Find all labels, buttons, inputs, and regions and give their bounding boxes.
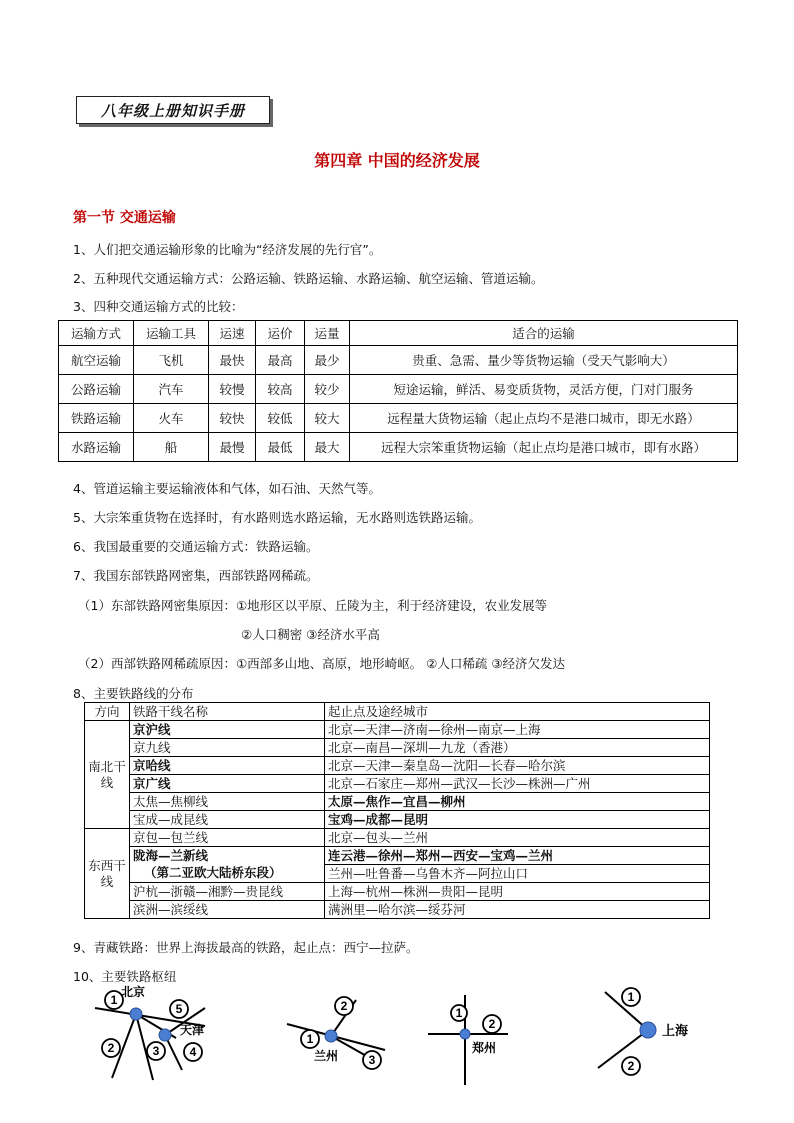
hub-node-lanzhou [325, 1030, 337, 1042]
railway-name: 京九线 [130, 739, 325, 757]
table-cell: 较少 [305, 375, 350, 404]
table-cell: 最高 [256, 346, 305, 375]
railway-route: 宝鸡—成都—昆明 [325, 811, 710, 829]
section-title: 第一节 交通运输 [73, 210, 176, 226]
city-label-lanzhou: 兰州 [314, 1049, 339, 1063]
number-label: 1 [110, 993, 118, 1007]
railway-route: 北京—包头—兰州 [325, 829, 710, 847]
point-7: 7、我国东部铁路网密集，西部铁路网稀疏。 [73, 568, 319, 583]
number-label: 2 [107, 1041, 115, 1055]
table-cell: 火车 [134, 404, 209, 433]
table-cell: 较大 [305, 404, 350, 433]
number-label: 2 [627, 1059, 635, 1073]
table-cell: 贵重、急需、量少等货物运输（受天气影响大） [350, 346, 738, 375]
point-7-reason-east: （1）东部铁路网密集原因：①地形区以平原、丘陵为主，利于经济建设，农业发展等 [78, 598, 548, 613]
header-cell: 适合的运输 [350, 321, 738, 346]
header-cell: 运输工具 [134, 321, 209, 346]
point-6: 6、我国最重要的交通运输方式：铁路运输。 [73, 539, 319, 554]
table-cell: 较高 [256, 375, 305, 404]
header-cell: 运价 [256, 321, 305, 346]
handbook-badge: 八年级上册知识手册 [76, 96, 270, 124]
header-cell: 运输方式 [59, 321, 134, 346]
direction-cell-ew: 东西干线 [85, 829, 130, 919]
point-7-reason-east-cont: ②人口稠密 ③经济水平高 [241, 627, 380, 642]
table-cell: 远程量大货物运输（起止点均不是港口城市，即无水路） [350, 404, 738, 433]
table-cell: 航空运输 [59, 346, 134, 375]
point-4: 4、管道运输主要运输液体和气体，如石油、天然气等。 [73, 481, 381, 496]
city-label-tianjin: 天津 [180, 1023, 205, 1037]
railway-name: 陇海—兰新线 [130, 847, 325, 865]
point-7-reason-west: （2）西部铁路网稀疏原因：①西部多山地、高原，地形崎岖。 ②人口稀疏 ③经济欠发达 [78, 656, 566, 671]
number-label: 1 [306, 1032, 314, 1046]
railway-route: 北京—天津—济南—徐州—南京—上海 [325, 721, 710, 739]
direction-cell-ns: 南北干线 [85, 721, 130, 829]
table-cell: 远程大宗笨重货物运输（起止点均是港口城市，即有水路） [350, 433, 738, 462]
number-label: 3 [368, 1053, 376, 1067]
railway-route: 满洲里—哈尔滨—绥芬河 [325, 901, 710, 919]
table-cell: 短途运输，鲜活、易变质货物，灵活方便，门对门服务 [350, 375, 738, 404]
number-label: 2 [340, 999, 348, 1013]
table-cell: 最大 [305, 433, 350, 462]
railway-route: 上海—杭州—株洲—贵阳—昆明 [325, 883, 710, 901]
railway-name-note: （第二亚欧大陆桥东段） [130, 865, 325, 883]
table-cell: 最慢 [209, 433, 256, 462]
table-cell: 船 [134, 433, 209, 462]
table-cell: 水路运输 [59, 433, 134, 462]
table-cell: 飞机 [134, 346, 209, 375]
chapter-title: 第四章 中国的经济发展 [314, 151, 480, 170]
railway-name: 太焦—焦柳线 [130, 793, 325, 811]
railway-name: 京广线 [130, 775, 325, 793]
header-cell: 铁路干线名称 [130, 703, 325, 721]
point-10: 10、主要铁路枢纽 [73, 969, 177, 984]
railway-route: 北京—石家庄—郑州—武汉—长沙—株洲—广州 [325, 775, 710, 793]
railway-name: 宝成—成昆线 [130, 811, 325, 829]
number-label: 2 [488, 1017, 496, 1031]
railway-name: 京包—包兰线 [130, 829, 325, 847]
header-cell: 起止点及途经城市 [325, 703, 710, 721]
hub-node-tianjin [159, 1029, 171, 1041]
city-label-shanghai: 上海 [662, 1023, 689, 1038]
hub-node-beijing [130, 1008, 142, 1020]
point-3: 3、四种交通运输方式的比较： [73, 299, 244, 314]
number-label: 5 [175, 1002, 183, 1016]
railway-name: 沪杭—浙赣—湘黔—贵昆线 [130, 883, 325, 901]
header-cell: 运量 [305, 321, 350, 346]
point-1: 1、人们把交通运输形象的比喻为“经济发展的先行官”。 [73, 242, 382, 257]
table-cell: 较低 [256, 404, 305, 433]
railway-name: 京沪线 [130, 721, 325, 739]
railway-name: 京哈线 [130, 757, 325, 775]
table-cell: 公路运输 [59, 375, 134, 404]
point-9: 9、青藏铁路：世界上海拔最高的铁路，起止点：西宁—拉萨。 [73, 940, 419, 955]
city-label-beijing: 北京 [121, 985, 146, 999]
railway-route: 太原—焦作—宜昌—柳州 [325, 793, 710, 811]
number-label: 4 [189, 1045, 197, 1059]
table-cell: 最少 [305, 346, 350, 375]
table-cell: 较快 [209, 404, 256, 433]
header-cell: 运速 [209, 321, 256, 346]
table-cell: 汽车 [134, 375, 209, 404]
point-2: 2、五种现代交通运输方式：公路运输、铁路运输、水路运输、航空运输、管道运输。 [73, 271, 544, 286]
city-label-zhengzhou: 郑州 [472, 1041, 497, 1055]
railway-name: 滨洲—滨绥线 [130, 901, 325, 919]
point-5: 5、大宗笨重货物在选择时，有水路则选水路运输，无水路则选铁路运输。 [73, 510, 481, 525]
point-8: 8、主要铁路线的分布 [73, 686, 194, 701]
number-label: 1 [627, 990, 635, 1004]
table-cell: 最低 [256, 433, 305, 462]
table-cell: 最快 [209, 346, 256, 375]
table-cell: 铁路运输 [59, 404, 134, 433]
number-label: 3 [152, 1044, 160, 1058]
header-cell: 方向 [85, 703, 130, 721]
hub-node-zhengzhou [460, 1029, 470, 1039]
railway-route: 北京—天津—秦皇岛—沈阳—长春—哈尔滨 [325, 757, 710, 775]
railway-route: 北京—南昌—深圳—九龙（香港） [325, 739, 710, 757]
number-label: 1 [455, 1006, 463, 1020]
table-cell: 较慢 [209, 375, 256, 404]
railway-route: 兰州—吐鲁番—乌鲁木齐—阿拉山口 [325, 865, 710, 883]
railway-route: 连云港—徐州—郑州—西安—宝鸡—兰州 [325, 847, 710, 865]
hub-node-shanghai [640, 1022, 656, 1038]
